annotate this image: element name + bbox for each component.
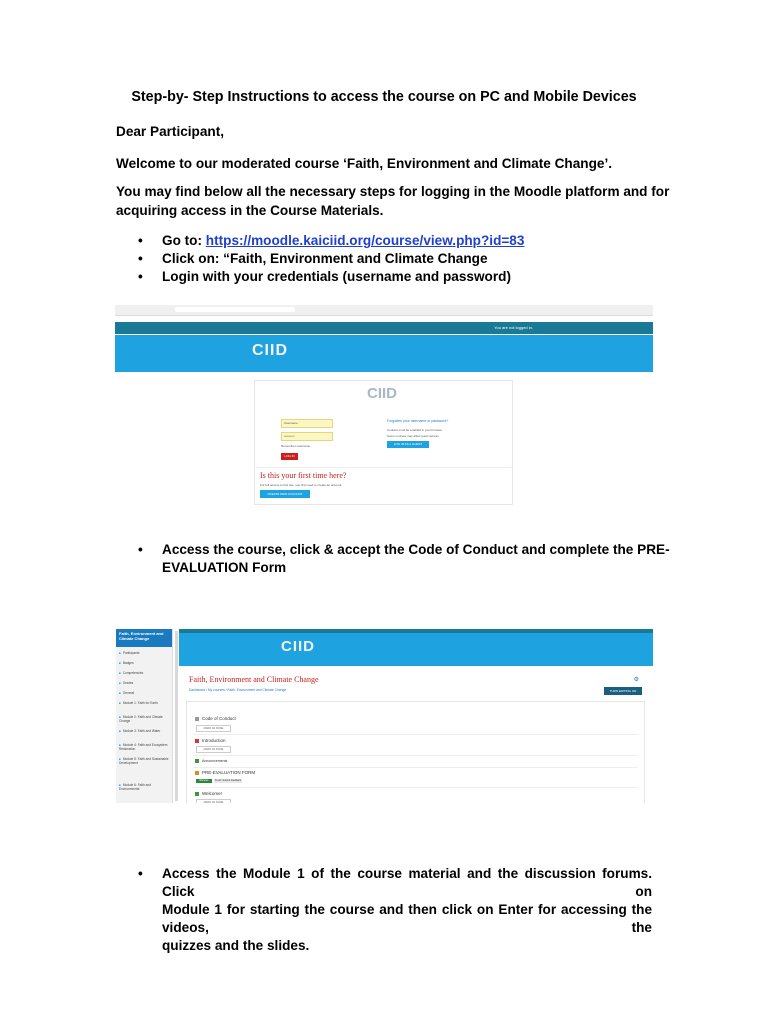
introduction-label: Introduction — [202, 738, 226, 743]
goto-label: Go to: — [162, 233, 206, 248]
username-input[interactable]: Username — [281, 419, 333, 428]
sidebar-item-module-4[interactable]: ■ Module 4: Faith and Ecosystem Restoration — [119, 743, 169, 751]
address-bar — [175, 307, 295, 312]
video-icon — [195, 739, 199, 743]
course-title: Faith, Environment and Climate Change — [189, 675, 319, 684]
forum-icon — [195, 759, 199, 763]
course-content — [186, 701, 645, 803]
step-module-line-1: • Access the Module 1 of the course material and the discussion forums. Click on — [162, 866, 652, 899]
step-access-course — [138, 541, 670, 577]
intro-line-2: acquiring access in the Course Materials. — [116, 203, 384, 218]
sidebar-scrollbar[interactable] — [175, 631, 178, 801]
sidebar-item-badges[interactable]: ■ Badges — [119, 661, 169, 665]
step-module-1 — [138, 865, 652, 955]
welcome-paragraph: Welcome to our moderated course ‘Faith, Environment and Climate Change’. — [116, 156, 613, 171]
turn-editing-button[interactable]: TURN EDITING ON — [604, 687, 642, 695]
announcements-label: Announcements — [202, 759, 228, 763]
welcome-label: Welcome! — [202, 791, 222, 796]
divider — [193, 755, 638, 756]
sidebar-item-participants[interactable]: ■ Participants — [119, 651, 169, 655]
greeting: Dear Participant, — [116, 124, 225, 139]
gear-icon[interactable]: ⚙ — [633, 677, 639, 683]
step-access-line-1: Access the course, click & accept the Code of Conduct and complete the PRE- — [162, 542, 670, 557]
password-input[interactable]: •••••••••• — [281, 432, 333, 441]
forum-icon — [195, 792, 199, 796]
forgot-password-link[interactable]: Forgotten your username or password? — [387, 419, 449, 423]
intro-line-1: You may find below all the necessary steps for logging in the Moodle platform and for — [116, 184, 670, 199]
login-screenshot — [115, 305, 653, 510]
welcome-activity[interactable] — [195, 791, 222, 796]
browser-chrome — [115, 305, 653, 316]
sidebar-item-module-6[interactable]: ■ Module 6: Faith and Environmental — [119, 783, 169, 791]
step-access-line-2: EVALUATION Form — [162, 560, 287, 575]
guest-note: Some courses may allow guest access — [387, 434, 439, 438]
code-of-conduct-label: Code of Conduct — [202, 716, 236, 721]
sidebar-item-module-1[interactable]: ■ Module 1: Faith for Earth — [119, 701, 169, 705]
mark-done-button[interactable]: MARK AS DONE — [196, 725, 231, 732]
remember-username[interactable]: Remember username — [281, 444, 311, 448]
file-icon — [195, 717, 199, 721]
sidebar-item-grades[interactable]: ■ Grades — [119, 681, 169, 685]
sidebar-item-module-2[interactable]: ■ Module 2: Faith and Climate Change — [119, 715, 169, 723]
page-title: Step-by- Step Instructions to access the course on PC and Mobile Devices — [131, 89, 637, 105]
mark-done-button[interactable]: MARK AS DONE — [196, 799, 231, 803]
sidebar-item-module-3[interactable]: ■ Module 3: Faith and Water — [119, 729, 169, 733]
step-login: • Login with your credentials (username and password) — [138, 268, 524, 286]
kaiciid-logo: CIID — [281, 638, 315, 655]
divider — [193, 787, 638, 788]
step-module-line-3: quizzes and the slides. — [162, 938, 310, 953]
pre-evaluation-label: PRE-EVALUATION FORM — [202, 770, 256, 775]
site-header — [115, 335, 653, 372]
divider — [193, 767, 638, 768]
announcements-activity[interactable] — [195, 759, 227, 763]
step-goto — [138, 232, 524, 250]
first-time-text: For full access to this site, you first need to create an account. — [260, 483, 343, 487]
sidebar-item-general[interactable]: ■ General — [119, 691, 169, 695]
cookies-note: Cookies must be enabled in your browser — [387, 428, 443, 432]
pre-evaluation-activity[interactable] — [195, 770, 255, 775]
course-link[interactable]: https://moodle.kaiciid.org/course/view.php?id=83 — [205, 233, 525, 248]
mark-done-button[interactable]: MARK AS DONE — [196, 746, 231, 753]
completion-badge: Receive Grade — [196, 779, 212, 783]
kaiciid-logo-small: CIID — [367, 385, 397, 402]
login-card — [254, 380, 513, 505]
divider — [256, 467, 511, 468]
create-account-button[interactable]: CREATE NEW ACCOUNT — [260, 490, 310, 498]
todo-badge: To do: Submit feedback — [214, 779, 242, 782]
guest-login-button[interactable]: LOG IN AS A GUEST — [387, 441, 429, 448]
introduction-activity[interactable] — [195, 738, 226, 743]
not-logged-in-text: You are not logged in. — [494, 325, 533, 330]
sidebar-course-title[interactable]: Faith, Environment and Climate Change — [116, 629, 172, 647]
feedback-icon — [195, 771, 199, 775]
divider — [193, 734, 638, 735]
step-module-line-2: Module 1 for starting the course and then click on Enter for accessing the videos, the — [162, 902, 652, 935]
step-click-on: • Click on: “Faith, Environment and Climate Change — [138, 250, 524, 268]
sidebar-item-competencies[interactable]: ■ Competencies — [119, 671, 169, 675]
steps-list-1 — [138, 232, 524, 286]
course-sidebar — [116, 629, 173, 803]
login-button[interactable]: LOG IN — [281, 453, 298, 460]
steps-list-3 — [138, 865, 652, 955]
first-time-heading: Is this your first time here? — [260, 471, 347, 480]
site-navbar — [115, 322, 653, 334]
steps-list-2 — [138, 541, 670, 577]
sidebar-item-module-5[interactable]: ■ Module 5: Faith and Sustainable Development — [119, 757, 169, 765]
breadcrumb[interactable]: Dashboard / My courses / Faith, Environment and Climate Change — [189, 688, 287, 692]
kaiciid-logo: CIID — [252, 342, 288, 359]
site-header — [179, 633, 653, 666]
code-of-conduct-activity[interactable] — [195, 716, 236, 721]
course-screenshot — [116, 629, 653, 803]
